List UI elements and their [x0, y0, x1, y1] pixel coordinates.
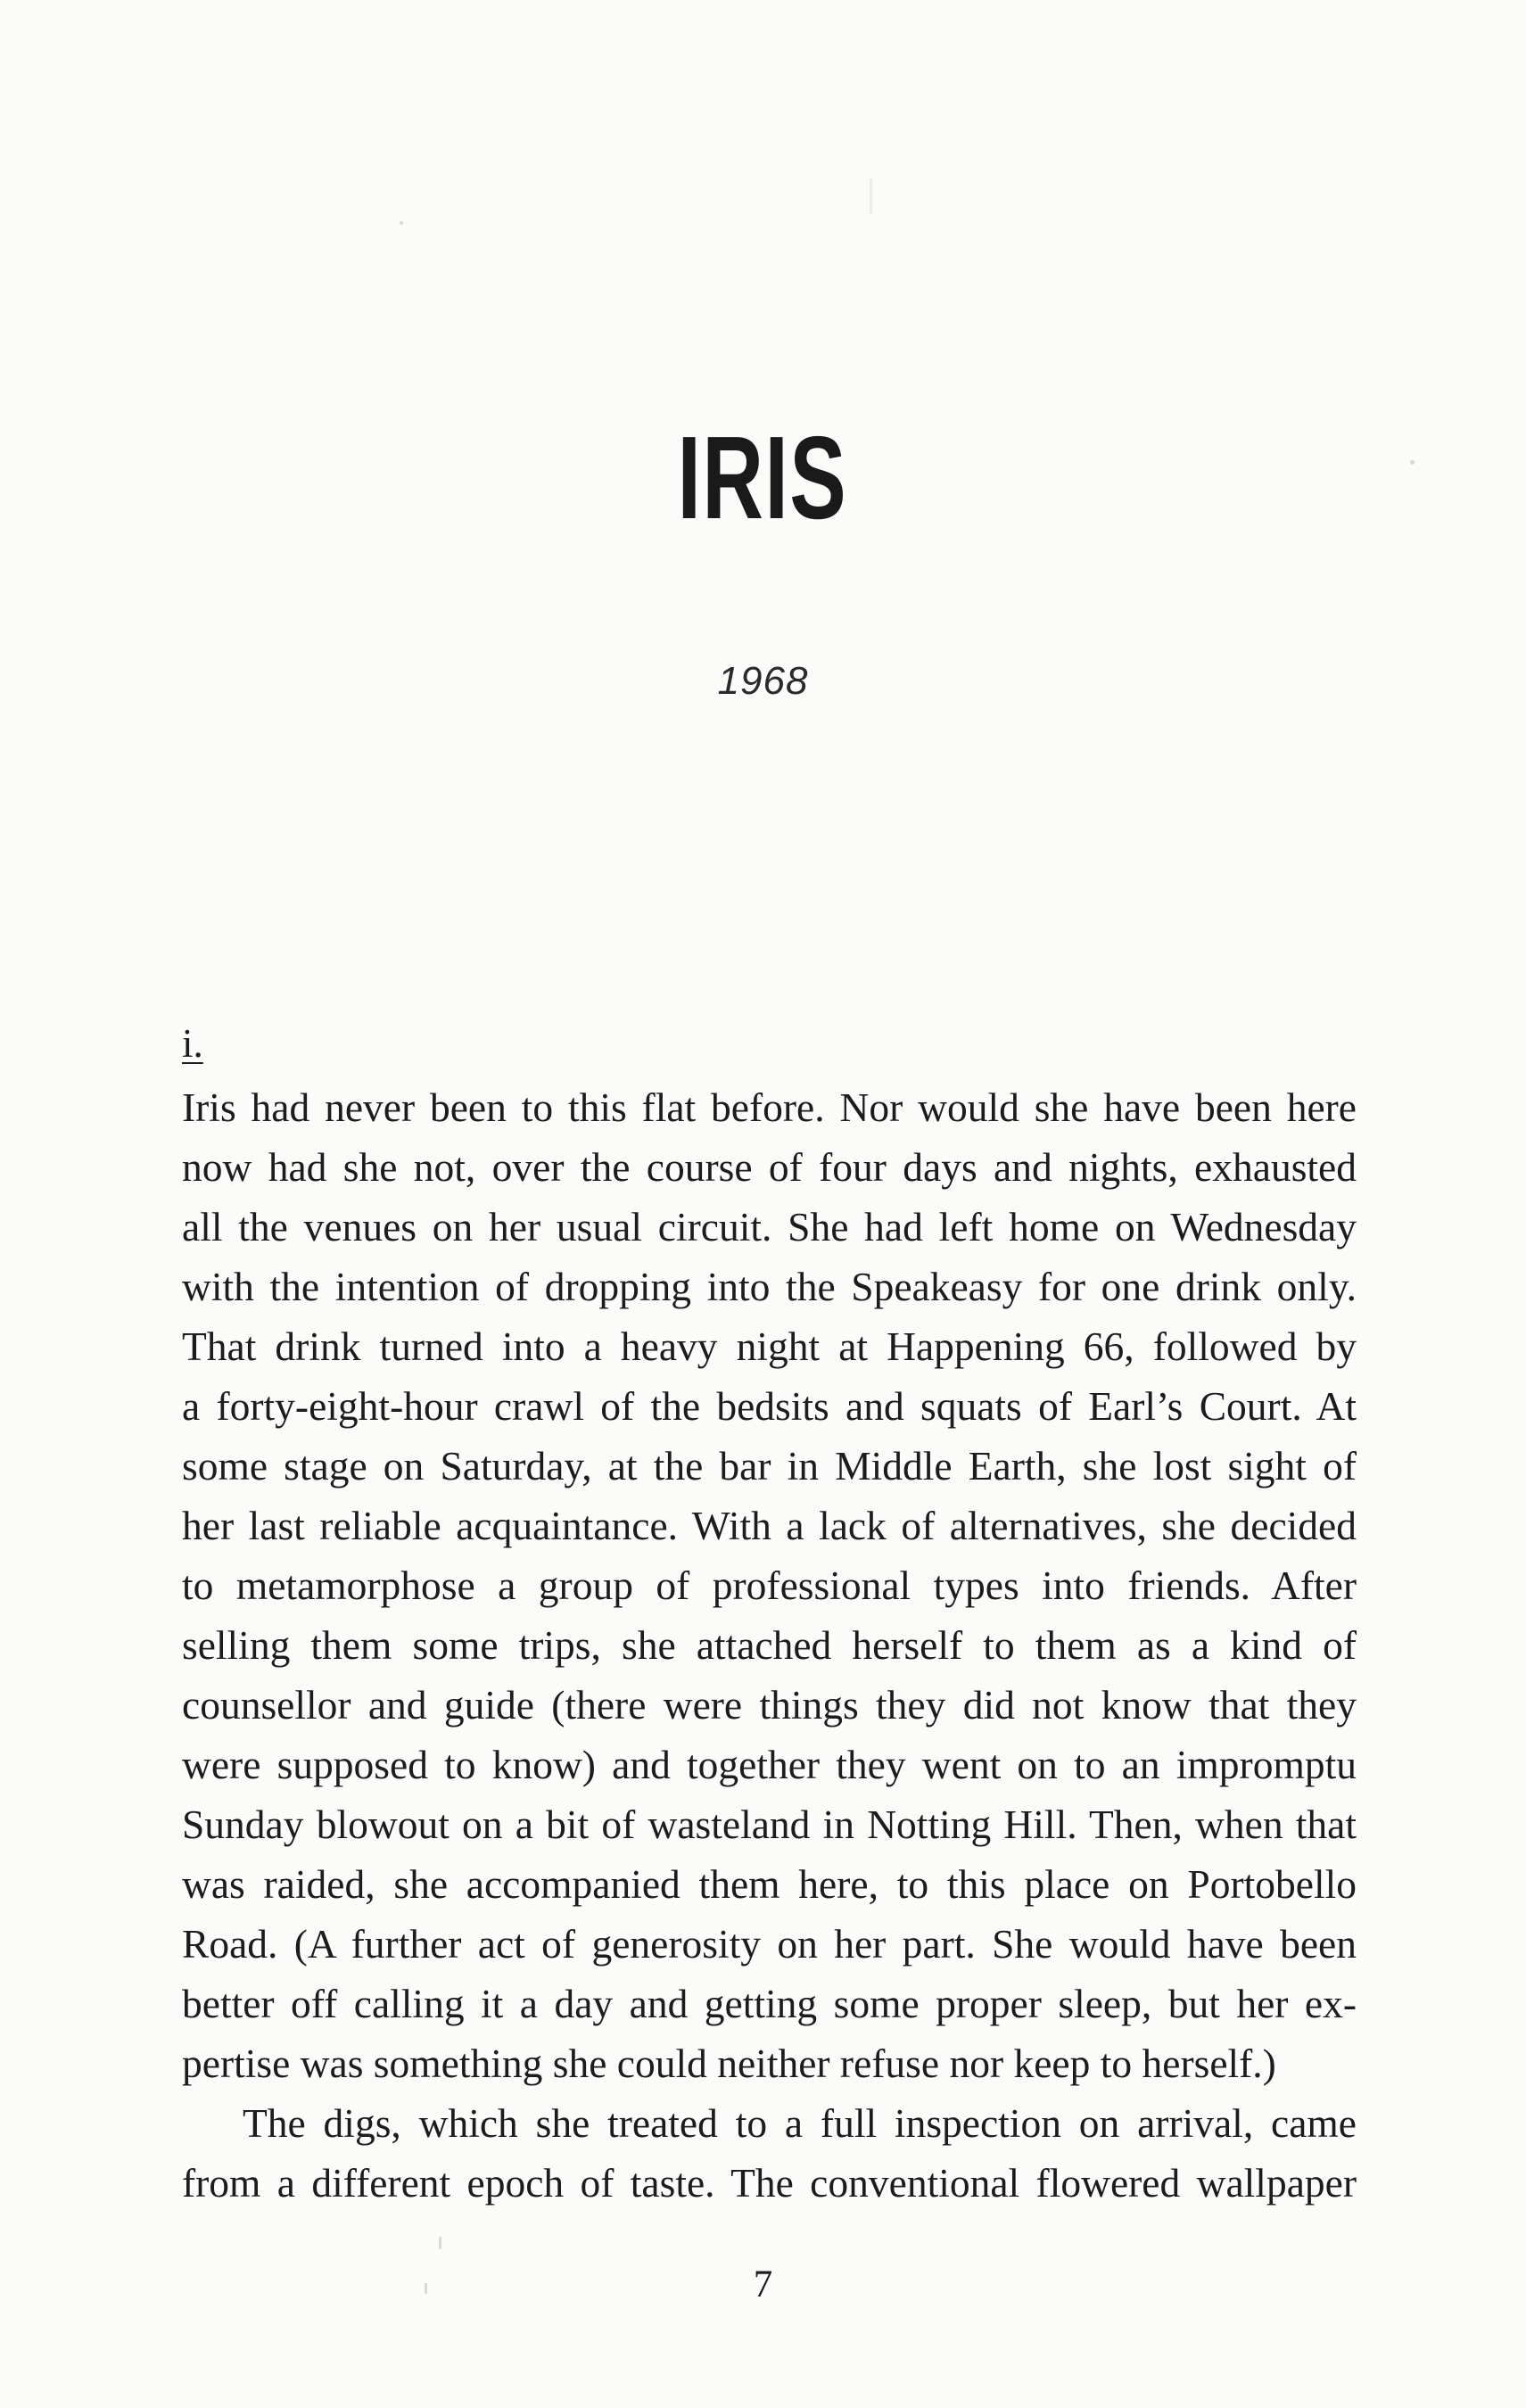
paper-speck: [439, 2237, 441, 2249]
paper-speck: [870, 178, 872, 214]
body-line: pertise was something she could neither refuse nor keep to herself.): [182, 2041, 1276, 2086]
paper-speck: [400, 221, 403, 225]
body-line: The digs, which she treated to a full inspection on arrival, came: [243, 2100, 1357, 2146]
body-line: from a different epoch of taste. The conventional flowered wallpaper: [182, 2160, 1357, 2206]
body-line: Sunday blowout on a bit of wasteland in Notting Hill. Then, when that: [182, 1802, 1357, 1847]
body-line: a forty-eight-hour crawl of the bedsits and squats of Earl’s Court. At: [182, 1383, 1357, 1429]
paper-speck: [1410, 460, 1415, 465]
body-line: were supposed to know) and together they went on to an impromptu: [182, 1742, 1357, 1787]
page-number: 7: [753, 2264, 773, 2305]
body-line: was raided, she accompanied them here, to this place on Portobello: [182, 1861, 1357, 1907]
paper-speck: [425, 2283, 427, 2294]
body-line: Road. (A further act of generosity on her part. She would have been: [182, 1921, 1357, 1967]
body-line: Iris had never been to this flat before. Nor would she have been here: [182, 1084, 1357, 1130]
body-line: to metamorphose a group of professional types into friends. After: [182, 1563, 1357, 1608]
chapter-title: IRIS: [677, 412, 848, 543]
body-line: counsellor and guide (there were things they did not know that they: [182, 1682, 1357, 1728]
body-line: all the venues on her usual circuit. She had left home on Wednesday: [182, 1204, 1357, 1249]
body-line: That drink turned into a heavy night at Happening 66, followed by: [182, 1324, 1357, 1369]
body-line: better off calling it a day and getting some proper sleep, but her ex-: [182, 1981, 1357, 2026]
body-line: with the intention of dropping into the Speakeasy for one drink only.: [182, 1264, 1357, 1309]
body-line: her last reliable acquaintance. With a lack of alternatives, she decided: [182, 1503, 1357, 1548]
body-line: now had she not, over the course of four days and nights, exhausted: [182, 1144, 1357, 1190]
section-marker: i.: [182, 1021, 203, 1066]
body-line: selling them some trips, she attached herself to them as a kind of: [182, 1622, 1357, 1668]
body-text: [182, 1077, 1357, 2213]
body-line: some stage on Saturday, at the bar in Middle Earth, she lost sight of: [182, 1443, 1357, 1489]
chapter-year: 1968: [717, 659, 809, 703]
